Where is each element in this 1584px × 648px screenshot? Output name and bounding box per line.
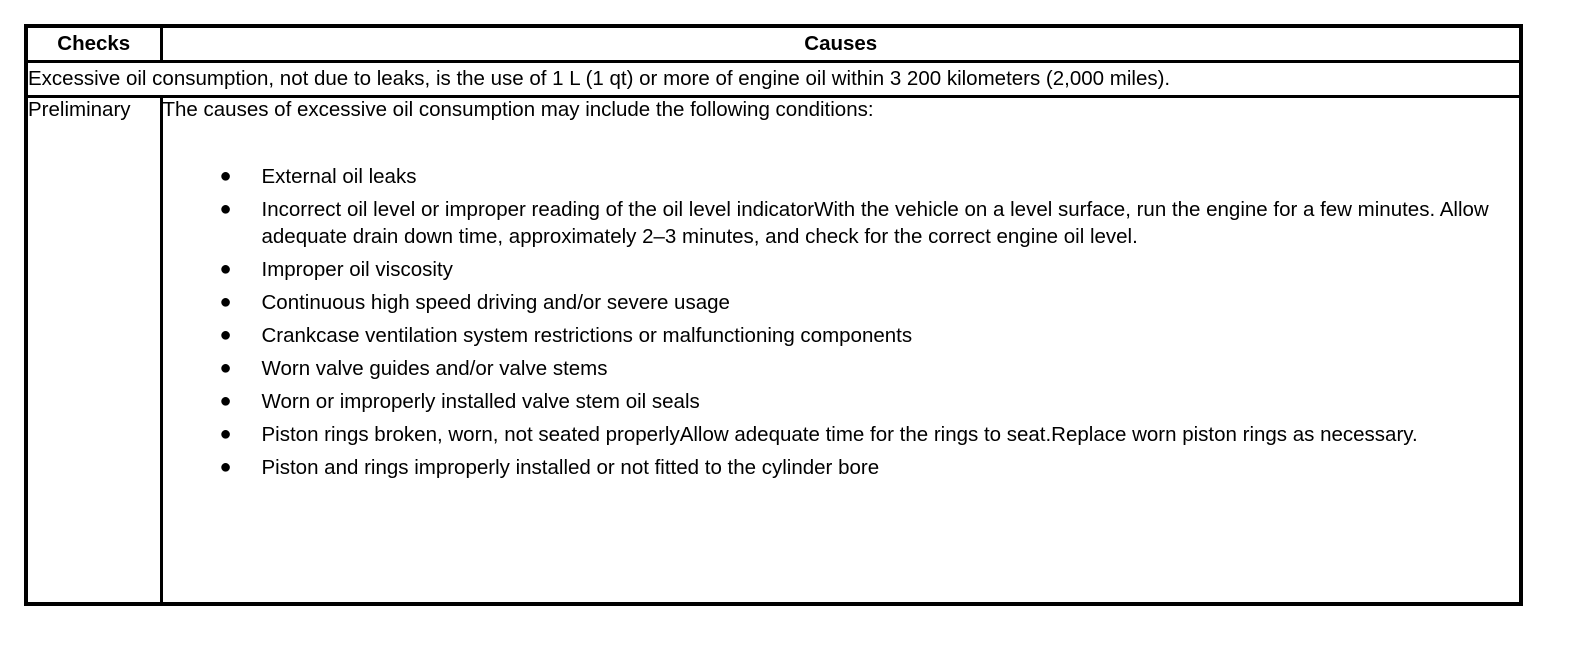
bullet-icon: ● [219, 258, 232, 280]
causes-lead-text: The causes of excessive oil consumption may include the following conditions: [162, 98, 874, 121]
list-item [163, 322, 1520, 349]
list-item-text: Crankcase ventilation system restrictions or malfunctioning components [261, 324, 913, 347]
list-item [163, 454, 1520, 481]
list-item-text: External oil leaks [261, 165, 417, 188]
table-header-row [26, 26, 1521, 62]
list-item [163, 196, 1520, 250]
bullet-icon: ● [219, 291, 232, 313]
header-causes: Causes [161, 26, 1521, 62]
list-item-text: Worn or improperly installed valve stem oil seals [261, 390, 700, 413]
bullet-icon: ● [219, 423, 232, 445]
bullet-icon: ● [219, 456, 232, 478]
list-item [163, 355, 1520, 382]
list-item [163, 388, 1520, 415]
list-item-text: Piston and rings improperly installed or not fitted to the cylinder bore [261, 456, 880, 479]
causes-cell [161, 97, 1521, 605]
list-item [163, 421, 1520, 448]
intro-text: Excessive oil consumption, not due to leaks, is the use of 1 L (1 qt) or more of engine oil within 3 200 kilometers (2,000 miles). [26, 62, 1521, 97]
list-item-text: Piston rings broken, worn, not seated properlyAllow adequate time for the rings to seat.Replace worn piston rings as necessary. [261, 423, 1418, 446]
list-item [163, 289, 1520, 316]
list-item-text: Improper oil viscosity [261, 258, 453, 281]
check-cell: Preliminary [26, 97, 161, 605]
table-row [26, 97, 1521, 605]
list-item [163, 256, 1520, 283]
list-item-text: Continuous high speed driving and/or severe usage [261, 291, 730, 314]
bullet-icon: ● [219, 165, 232, 187]
bullet-icon: ● [219, 390, 232, 412]
bullet-icon: ● [219, 357, 232, 379]
intro-row [26, 62, 1521, 97]
bullet-icon: ● [219, 324, 232, 346]
bullet-icon: ● [219, 198, 232, 220]
list-item [163, 163, 1520, 190]
causes-list [163, 163, 1520, 481]
causes-table [24, 24, 1523, 606]
list-item-text: Worn valve guides and/or valve stems [261, 357, 608, 380]
header-checks: Checks [26, 26, 161, 62]
list-item-text: Incorrect oil level or improper reading of the oil level indicatorWith the vehicle on a level surface, run the engine for a few minutes. Allow adequate drain down time, approximately 2–3 minutes, and check for the correct engine oil level. [261, 198, 1489, 248]
